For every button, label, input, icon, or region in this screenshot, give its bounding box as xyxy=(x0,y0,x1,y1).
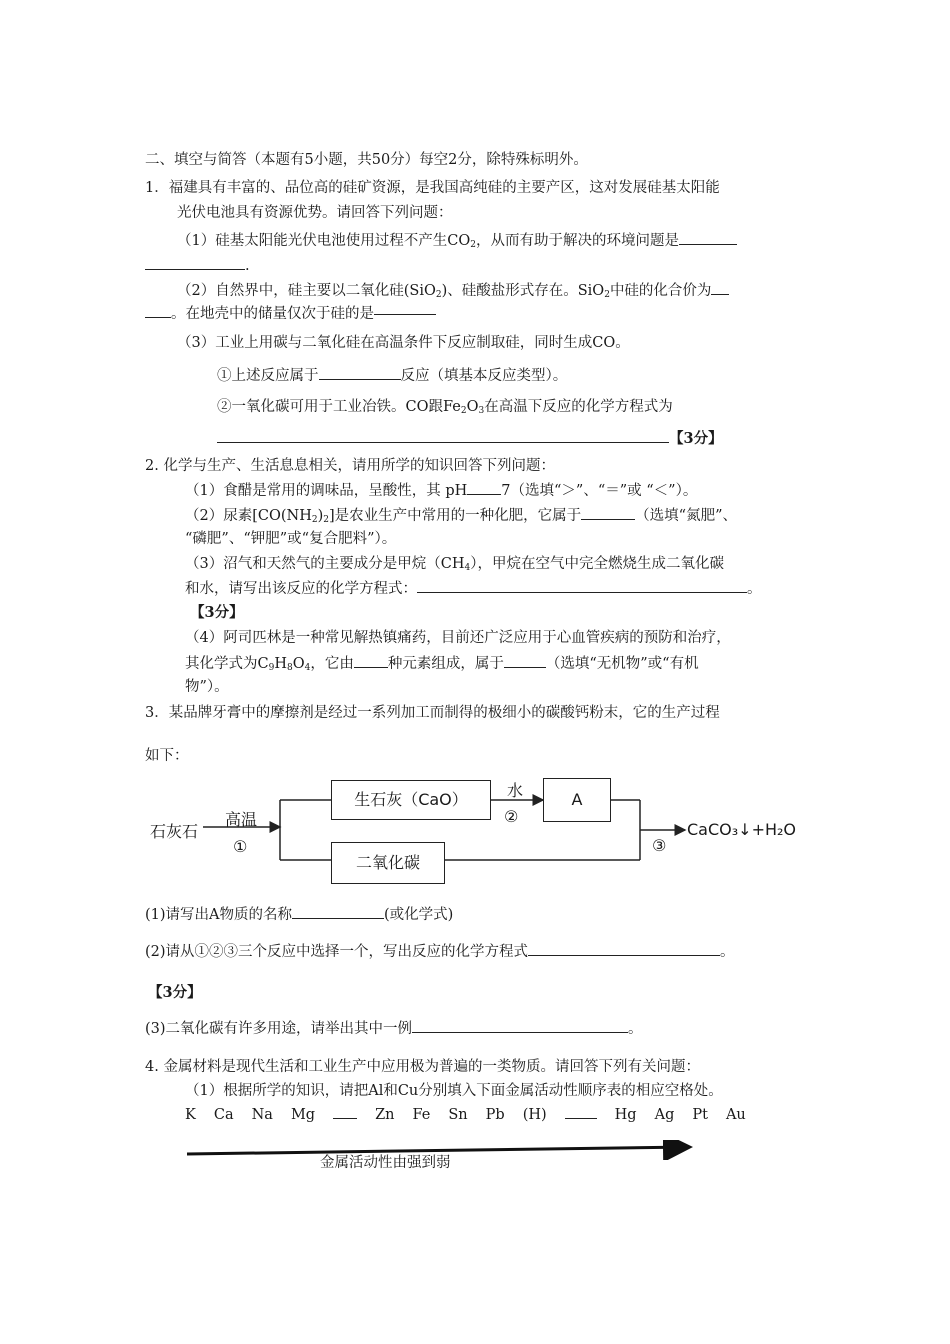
q2-part4-text-e: ，它由 xyxy=(310,656,354,672)
answer-blank[interactable] xyxy=(467,480,501,495)
answer-blank[interactable] xyxy=(145,255,245,270)
q2-part1-text-a: （1）食醋是常用的调味品，呈酸性，其 pH xyxy=(185,483,468,499)
water-label: 水 xyxy=(507,781,524,800)
q2-part3-cont xyxy=(185,578,762,599)
answer-blank[interactable] xyxy=(711,280,729,295)
answer-blank[interactable] xyxy=(679,230,737,245)
q2-stem: 2. 化学与生产、生活息息相关，请用所学的知识回答下列问题： xyxy=(145,458,555,474)
quicklime-box xyxy=(331,780,491,820)
al-answer-blank[interactable] xyxy=(333,1104,357,1119)
q1-part3-1-text-b: 反应（填基本反应类型）。 xyxy=(400,368,568,384)
q2-part2-cont: “磷肥”、“钾肥”或“复合肥料”）。 xyxy=(185,531,397,547)
high-temp-label: 高温 xyxy=(225,810,258,829)
q1-part1-text-a: （1）硅基太阳能光伏电池使用过程不产生CO xyxy=(177,233,471,249)
q1-part2-text-b: )、硅酸盐形式存在。SiO xyxy=(441,283,605,299)
q2-part4-text-g: （选填“无机物”或“有机 xyxy=(545,656,699,672)
q1-part2-cont xyxy=(145,303,436,324)
q3-part2-text-a: (2)请从①②③三个反应中选择一个，写出反应的化学方程式 xyxy=(145,944,529,960)
answer-blank[interactable] xyxy=(581,505,635,520)
substance-a-label: A xyxy=(571,790,583,809)
q2-part2-text-a: （2）尿素[CO(NH xyxy=(185,508,312,524)
carbon-dioxide-label: 二氧化碳 xyxy=(355,853,420,872)
answer-blank[interactable] xyxy=(417,578,747,593)
q2-part1 xyxy=(185,480,697,501)
q1-part3-2-answer xyxy=(217,428,723,449)
step1-marker: ① xyxy=(233,837,248,856)
q1-part2-text-a: （2）自然界中，硅主要以二氧化硅(SiO xyxy=(177,283,436,299)
metal-symbol: (H) xyxy=(522,1107,547,1123)
q1-part3-2-text-c: 在高温下反应的化学方程式为 xyxy=(484,399,673,415)
process-flow-diagram xyxy=(145,770,825,900)
limestone-label: 石灰石 xyxy=(150,822,199,841)
q2-part4-text-d: O xyxy=(292,656,305,672)
answer-blank[interactable] xyxy=(319,365,401,380)
quicklime-label: 生石灰（CaO） xyxy=(354,790,468,809)
q1-part1-end: . xyxy=(245,258,250,274)
q3-part1 xyxy=(145,904,453,925)
q4-stem: 4. 金属材料是现代生活和工业生产中应用极为普遍的一类物质。请回答下列有关问题： xyxy=(145,1059,700,1075)
metal-symbol: Sn xyxy=(448,1107,468,1123)
q3-part2 xyxy=(145,941,735,962)
q2-part3-end: 。 xyxy=(747,581,762,597)
metal-symbol: Au xyxy=(725,1107,746,1123)
q2-part3-text-c: 和水，请写出该反应的化学方程式： xyxy=(185,581,417,597)
metal-symbol: Pb xyxy=(485,1107,505,1123)
answer-blank[interactable] xyxy=(217,428,669,443)
q1-part2: （2）自然界中，硅主要以二氧化硅(SiO$_2$)、硅酸盐形式存在。SiO$_2$中硅的化合价为 xyxy=(177,280,729,305)
metal-symbol: Ca xyxy=(213,1107,234,1123)
metal-symbol: Mg xyxy=(290,1107,316,1123)
section-title: 二、填空与简答（本题有5小题，共50分）每空2分，除特殊标明外。 xyxy=(145,152,588,168)
q2-part3: （3）沼气和天然气的主要成分是甲烷$(CH_4)$，甲烷在空气中完全燃烧生成二氧化碳 xyxy=(185,556,724,573)
q2-part3-text-b: ），甲烷在空气中完全燃烧生成二氧化碳 xyxy=(470,556,724,572)
step2-marker: ② xyxy=(504,807,519,826)
q3-part3-end: 。 xyxy=(628,1021,643,1037)
metal-symbol: Pt xyxy=(692,1107,708,1123)
answer-blank[interactable] xyxy=(528,941,720,956)
q1-part1-cont xyxy=(145,255,250,276)
q2-part2: （2）尿素$[CO(NH_2)_2]$是农业生产中常用的一种化肥，它属于 （选填“氮肥”、 xyxy=(185,505,737,530)
cu-answer-blank[interactable] xyxy=(565,1104,597,1119)
q2-part2-text-b: ) xyxy=(317,508,324,524)
answer-blank[interactable] xyxy=(504,653,546,668)
q1-part2-text-d: 。在地壳中的储量仅次于硅的是 xyxy=(171,306,374,322)
q2-part2-text-d: （选填“氮肥”、 xyxy=(635,508,737,524)
carbon-dioxide-box xyxy=(331,842,445,884)
q3-part2-end: 。 xyxy=(720,944,735,960)
q1-part3-1-text-a: ①上述反应属于 xyxy=(217,368,319,384)
q3-part1-text-b: (或化学式) xyxy=(384,907,454,923)
metal-activity-series xyxy=(185,1104,764,1125)
answer-blank[interactable] xyxy=(292,904,384,919)
answer-blank[interactable] xyxy=(412,1018,628,1033)
q3-stem: 3．某品牌牙膏中的摩擦剂是经过一系列加工而制得的极细小的碳酸钙粉末，它的生产过程 xyxy=(145,705,720,721)
score-label: 【3分】 xyxy=(669,430,723,447)
q2-part4-cont: 其化学式为$C_9H_8O_4$，它由 种元素组成，属于 （选填“无机物”或“有机 xyxy=(185,653,699,678)
q1-part1: （1）硅基太阳能光伏电池使用过程不产生$CO_2$，从而有助于解决的环境问题是 xyxy=(177,230,737,255)
q1-stem-cont: 光伏电池具有资源优势。请回答下列问题： xyxy=(177,205,453,221)
metal-symbol: Fe xyxy=(412,1107,431,1123)
metal-symbol: Hg xyxy=(614,1107,637,1123)
q2-part4-end: 物”）。 xyxy=(185,679,229,695)
metal-symbol: Ag xyxy=(654,1107,675,1123)
q1-part3-2-text-a: ②一氧化碳可用于工业冶铁。CO跟Fe xyxy=(217,399,461,415)
step3-marker: ③ xyxy=(652,836,667,855)
q2-part4-text-b: 其化学式为C xyxy=(185,656,269,672)
q1-part2-text-c: 中硅的化合价为 xyxy=(609,283,712,299)
metal-symbol: Na xyxy=(251,1107,273,1123)
q2-part4: （4）阿司匹林是一种常见解热镇痛药，目前还广泛应用于心血管疾病的预防和治疗， xyxy=(185,630,731,646)
q1-part3-2: ②一氧化碳可用于工业冶铁。CO跟$Fe_2O_3$在高温下反应的化学方程式为 xyxy=(217,399,673,416)
q3-part3-text-a: (3)二氧化碳有许多用途，请举出其中一例 xyxy=(145,1021,413,1037)
q2-part4-text-f: 种元素组成，属于 xyxy=(387,656,504,672)
q4-part1: （1）根据所学的知识，请把Al和Cu分别填入下面金属活动性顺序表的相应空格处。 xyxy=(185,1083,723,1099)
q3-stem-cont: 如下： xyxy=(145,748,189,764)
q1-part3-2-text-b: O xyxy=(466,399,479,415)
q1-part3: （3）工业上用碳与二氧化硅在高温条件下反应制取硅，同时生成CO。 xyxy=(177,335,630,351)
q1-part1-text-b: ，从而有助于解决的环境问题是 xyxy=(475,233,679,249)
q3-part3 xyxy=(145,1018,643,1039)
q1-part3-1 xyxy=(217,365,567,386)
q2-part4-text-c: H xyxy=(274,656,287,672)
activity-arrow-label: 金属活动性由强到弱 xyxy=(320,1155,451,1171)
answer-blank[interactable] xyxy=(145,303,171,318)
answer-blank[interactable] xyxy=(374,314,436,315)
answer-blank[interactable] xyxy=(354,653,388,668)
q2-part2-text-c: ]是农业生产中常用的一种化肥，它属于 xyxy=(329,508,582,524)
metal-symbol: K xyxy=(185,1107,196,1123)
substance-a-box xyxy=(543,778,611,822)
product-label: CaCO₃↓+H₂O xyxy=(687,820,797,839)
q2-part3-text-a: （3）沼气和天然气的主要成分是甲烷（CH xyxy=(185,556,465,572)
score-label: 【3分】 xyxy=(148,984,202,1001)
q3-part1-text-a: (1)请写出A物质的名称 xyxy=(145,907,293,923)
score-label: 【3分】 xyxy=(190,604,244,621)
q1-stem: 1．福建具有丰富的、品位高的硅矿资源，是我国高纯硅的主要产区，这对发展硅基太阳能 xyxy=(145,180,720,196)
metal-symbol: Zn xyxy=(375,1107,395,1123)
q2-part1-text-b: 7（选填“＞”、“＝”或 “＜”）。 xyxy=(501,483,698,499)
